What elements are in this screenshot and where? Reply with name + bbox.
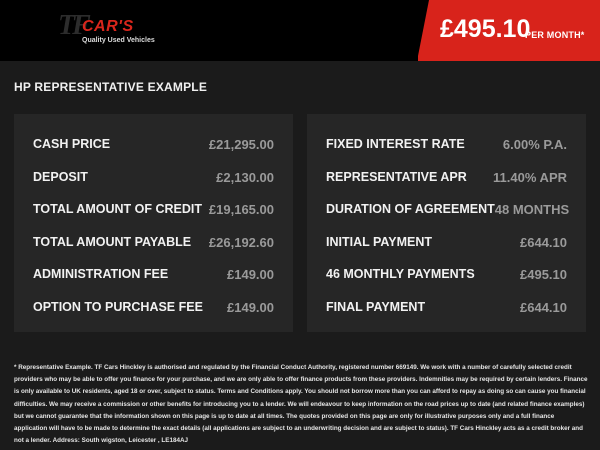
finance-row [326, 297, 567, 317]
tf-cars-logo[interactable] [58, 10, 155, 48]
finance-row [326, 232, 567, 252]
finance-panel-right [307, 114, 586, 332]
logo-brand-text: CAR'S [82, 18, 134, 35]
monthly-price-badge [418, 0, 600, 61]
finance-row [33, 297, 274, 317]
row-label: FIXED INTEREST RATE [326, 137, 465, 151]
row-value: £19,165.00 [208, 201, 274, 217]
header-bar [0, 0, 600, 61]
row-value: 6.00% P.A. [502, 136, 567, 152]
row-label: REPRESENTATIVE APR [326, 170, 467, 184]
section-title: HP REPRESENTATIVE EXAMPLE [14, 80, 208, 94]
finance-disclaimer: * Representative Example. TF Cars Hinckley is authorised and regulated by the Financial Conduct Authority, registered number 669149. We work with a number of carefully selected credit providers who may be able to offer you finance for your purchase, and we are only able to offer finance products from these providers. Indemnities may be required by certain lenders. Finance is only available to UK residents, aged 18 or over, subject to status. Terms and Conditions apply. You should not borrow more than you can afford to repay as doing so can cause you financial difficulties. We may receive a commission or other benefits for introducing you to a lender. We will endeavour to keep information on the road prices up to date (and related finance examples) but we cannot guarantee that the information shown on this page is up to date at all times. The quotes provided on this page are only for illustrative purposes only and a full finance application will have to be made to determine the exact details (all applications are subject to an underwriting decision and are subject to status). TF Cars Hinckley acts as a credit broker and not a lender. Address: South wigston, Leicester , LE184AJ [14, 364, 588, 445]
row-value: 11.40% APR [493, 169, 567, 185]
monthly-price-amount: £495.10 [440, 15, 531, 43]
row-label: 46 MONTHLY PAYMENTS [326, 267, 475, 281]
finance-row [326, 264, 567, 284]
monthly-price-period: PER MONTH* [525, 30, 585, 40]
finance-row [33, 134, 274, 154]
row-value: 48 MONTHS [494, 201, 570, 217]
row-value: £26,192.60 [208, 234, 274, 250]
finance-row [326, 199, 570, 219]
logo-tagline: Quality Used Vehicles [82, 37, 155, 44]
finance-row [33, 167, 274, 187]
row-label: FINAL PAYMENT [326, 300, 426, 314]
row-label: ADMINISTRATION FEE [33, 267, 169, 281]
row-value: £2,130.00 [216, 169, 274, 185]
row-label: INITIAL PAYMENT [326, 235, 433, 249]
row-value: £149.00 [227, 266, 274, 282]
row-label: TOTAL AMOUNT PAYABLE [33, 235, 192, 249]
row-value: £644.10 [520, 234, 567, 250]
finance-row [326, 134, 567, 154]
row-label: TOTAL AMOUNT OF CREDIT [33, 202, 202, 216]
finance-row [33, 264, 274, 284]
row-value: £21,295.00 [208, 136, 274, 152]
row-label: DEPOSIT [33, 170, 88, 184]
finance-panel-left [14, 114, 293, 332]
row-label: DURATION OF AGREEMENT [326, 202, 495, 216]
row-value: £644.10 [520, 299, 567, 315]
row-value: £149.00 [227, 299, 274, 315]
row-value: £495.10 [520, 266, 567, 282]
logo-mark: TF [58, 10, 88, 41]
finance-row [326, 167, 567, 187]
finance-row [33, 232, 274, 252]
row-label: CASH PRICE [33, 137, 111, 151]
finance-row [33, 199, 274, 219]
row-label: OPTION TO PURCHASE FEE [33, 300, 203, 314]
